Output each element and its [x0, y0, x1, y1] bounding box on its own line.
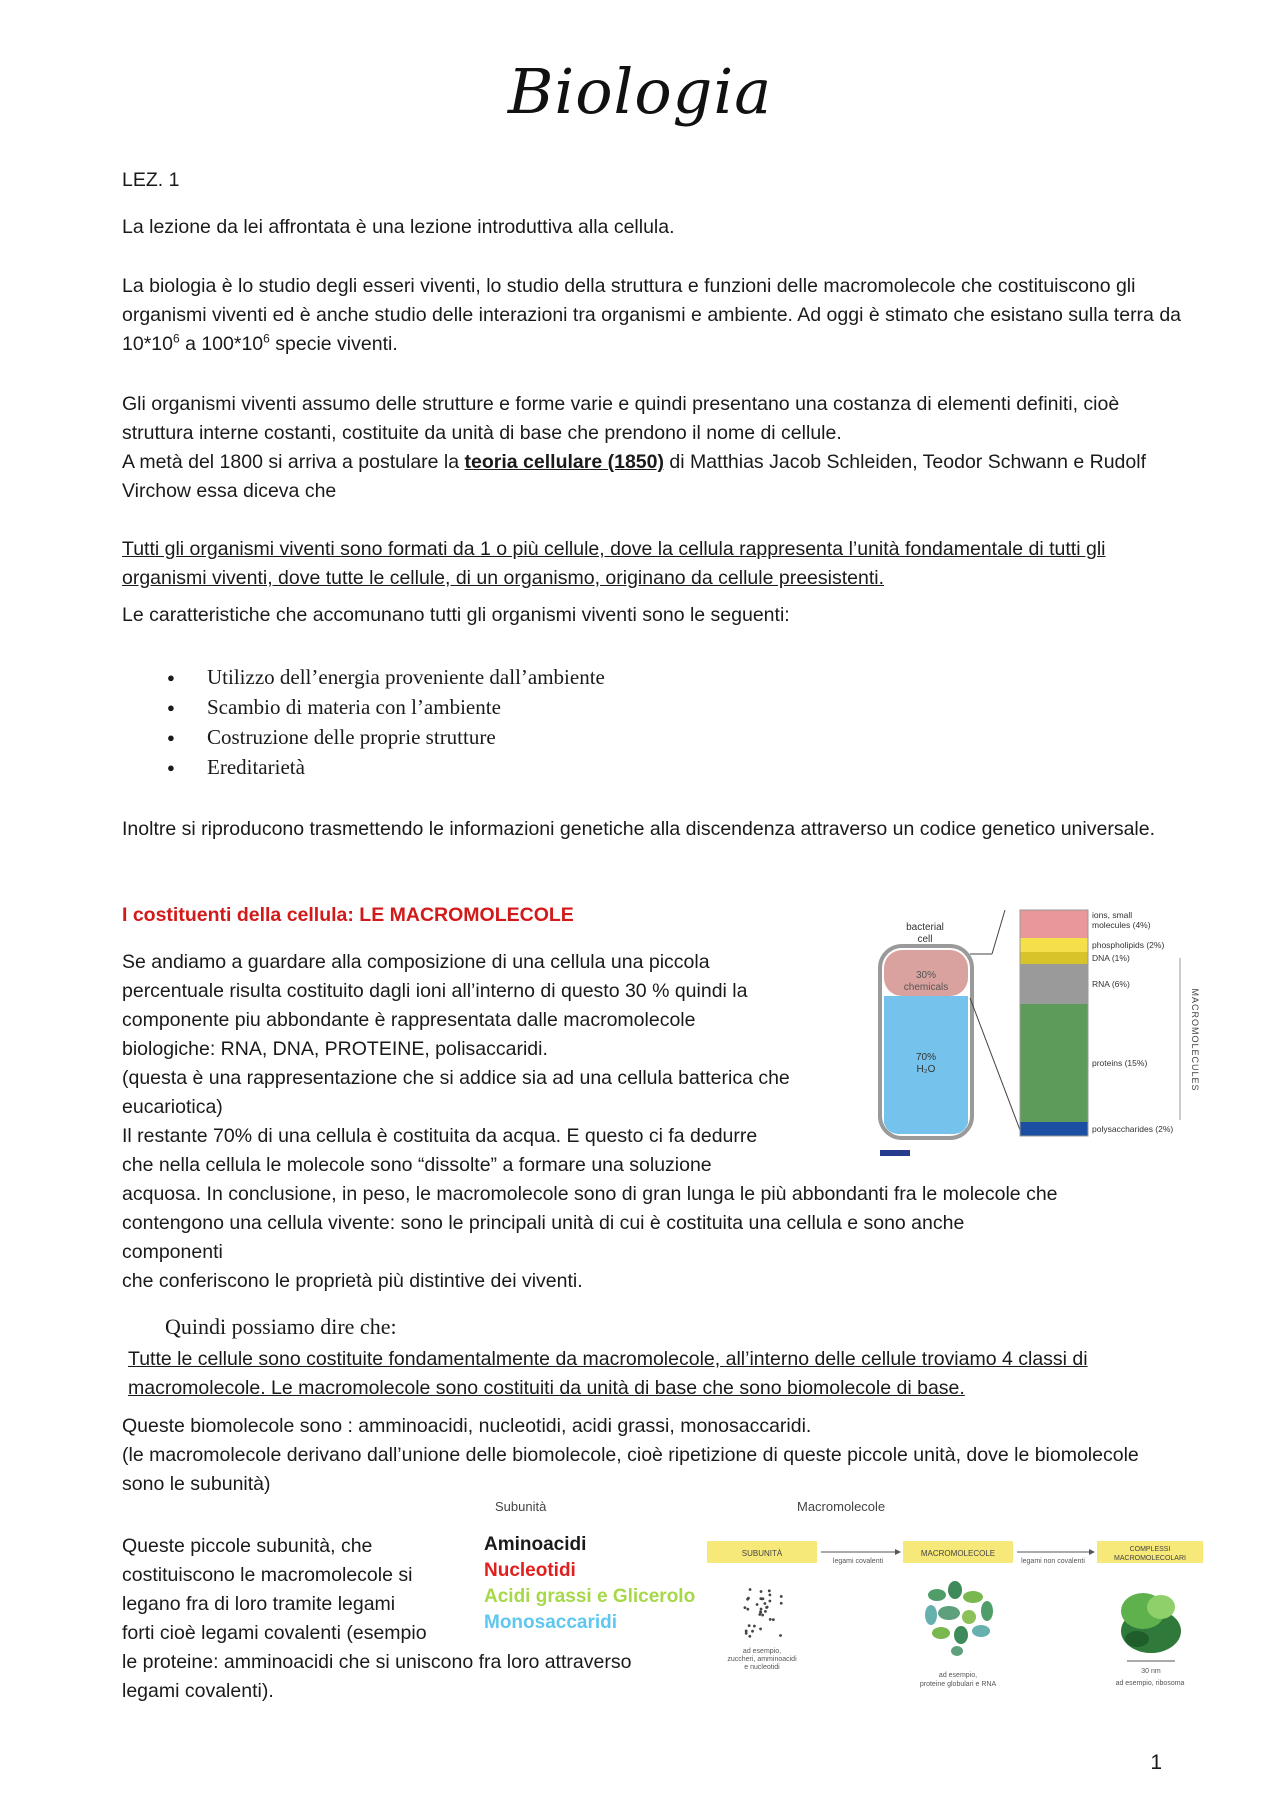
intro-paragraph: La lezione da lei affrontata è una lezione introduttiva alla cellula.	[122, 216, 675, 238]
subunit-particle	[780, 1595, 783, 1598]
subunit-particle	[745, 1632, 748, 1635]
svg-text:ad esempio, ribosoma: ad esempio, ribosoma	[1115, 1680, 1185, 1687]
composition-paragraph: Se andiamo a guardare alla composizione di una cellula una piccola percentuale risulta costituito dagli ioni all’interno di questo 30 % quindi la componente piu abbondante è rappresentata dalle macromolecole biologiche: RNA, DNA, PROTEINE, polisaccaridi. (questa è una rappresentazione che si addice sia ad una cellula batterica che eucariotica) Il restante 70% di una cellula è costituita da acqua. E questo ci fa dedurre che nella cellula le molecole sono “dissolte” a formare una soluzione	[122, 951, 790, 1176]
aminoacids-label: Aminoacidi	[484, 1534, 587, 1555]
composition-segment	[1020, 1004, 1088, 1122]
macromolecules-header: Macromolecole	[797, 1499, 886, 1514]
subunit-particle	[760, 1608, 763, 1611]
composition-segment-label: ions, small	[1092, 910, 1133, 920]
svg-text:COMPLESSI: COMPLESSI	[1129, 1546, 1171, 1553]
composition-segment-label: DNA (1%)	[1092, 953, 1130, 963]
subunit-particle	[756, 1603, 759, 1606]
svg-text:legami covalenti: legami covalenti	[832, 1558, 884, 1565]
svg-text:MACROMOLECOLE: MACROMOLECOLE	[920, 1549, 996, 1558]
composition-segment	[1020, 910, 1088, 938]
composition-segment	[1020, 1122, 1088, 1136]
macromolecules-statement: Tutte le cellule sono costituite fondamentalmente da macromolecole, all’interno delle cellule troviamo 4 classi di macromolecole. Le macromolecole sono costituiti da unità di base che sono biomolecole di base.	[128, 1348, 1088, 1399]
subunit-particle	[769, 1618, 772, 1621]
subunit-particle	[748, 1624, 751, 1627]
svg-text:bacterial: bacterial	[906, 922, 944, 933]
scale-bar	[880, 1150, 910, 1156]
page-title: Biologia	[507, 55, 773, 128]
composition-segment-label: polysaccharides (2%)	[1092, 1124, 1174, 1134]
subunit-particle	[744, 1606, 747, 1609]
subunit-particle	[772, 1618, 775, 1621]
svg-text:70%: 70%	[915, 1052, 937, 1063]
subunit-particle	[760, 1590, 763, 1593]
svg-text:30 nm: 30 nm	[1141, 1668, 1161, 1675]
subunit-particle	[759, 1628, 762, 1631]
svg-text:zuccheri, amminoacidi: zuccheri, amminoacidi	[727, 1656, 797, 1663]
svg-text:MACROMOLECOLARI: MACROMOLECOLARI	[1114, 1555, 1186, 1562]
svg-text:ad esempio,: ad esempio,	[742, 1648, 782, 1655]
svg-text:cell: cell	[917, 934, 933, 945]
section-heading: I costituenti della cellula: LE MACROMOLECOLE	[122, 904, 574, 926]
svg-text:SUBUNITÀ: SUBUNITÀ	[741, 1549, 783, 1558]
subunit-types-list	[484, 1532, 714, 1636]
macromolecule-shapes	[925, 1581, 993, 1656]
conclusion-intro: Quindi possiamo dire che:	[165, 1314, 397, 1339]
svg-text:proteine globulari e RNA: proteine globulari e RNA	[919, 1681, 997, 1688]
composition-segment-label: proteins (15%)	[1092, 1058, 1148, 1068]
subunit-particle	[768, 1589, 771, 1592]
subunit-particle	[751, 1630, 754, 1633]
subunit-particle	[749, 1588, 752, 1591]
subunit-particle	[758, 1613, 761, 1616]
subunit-particles	[744, 1588, 783, 1638]
ribosome-complex	[1121, 1593, 1181, 1653]
list-item: ● Ereditarietà	[167, 753, 867, 783]
composition-bars	[1020, 910, 1173, 1136]
reproduction-paragraph: Inoltre si riproducono trasmettendo le informazioni genetiche alla discendenza attraverso un codice genetico universale.	[122, 818, 1156, 840]
monosaccharides-label: Monosaccaridi	[484, 1612, 618, 1633]
cell-composition-figure	[870, 900, 1210, 1165]
subunit-particle	[764, 1610, 767, 1613]
list-item: ● Costruzione delle proprie strutture	[167, 723, 867, 753]
assembly-figure	[705, 1535, 1205, 1695]
subunit-particle	[748, 1635, 751, 1638]
list-item: ● Scambio di materia con l’ambiente	[167, 693, 867, 723]
svg-text:ad esempio,: ad esempio,	[938, 1672, 978, 1679]
subunit-particle	[753, 1625, 756, 1628]
composition-segment-label: RNA (6%)	[1092, 979, 1130, 989]
composition-segment-label: molecules (4%)	[1092, 920, 1151, 930]
subunit-particle	[746, 1608, 749, 1611]
features-intro: Le caratteristiche che accomunano tutti gli organismi viventi sono le seguenti:	[122, 604, 790, 626]
subunit-particle	[766, 1606, 769, 1609]
features-list	[167, 663, 867, 783]
svg-text:legami non covalenti: legami non covalenti	[1021, 1558, 1085, 1565]
subunit-particle	[780, 1602, 783, 1605]
macromolecules-side-label: MACROMOLECULES	[1190, 988, 1200, 1092]
svg-text:chemicals: chemicals	[903, 982, 949, 993]
composition-paragraph-continued: acquosa. In conclusione, in peso, le macromolecole sono di gran lunga le più abbondanti fra le molecole che contengono una cellula vivente: sono le principali unità di cui è costituita una cellula e sono anche componenti che conferiscono le proprietà più distintive dei viventi.	[122, 1183, 1058, 1292]
biomolecules-list: Queste biomolecole sono : amminoacidi, nucleotidi, acidi grassi, monosaccaridi.	[122, 1415, 812, 1437]
svg-text:e nucleotidi: e nucleotidi	[744, 1664, 780, 1671]
list-item: ● Utilizzo dell’energia proveniente dall’ambiente	[167, 663, 867, 693]
organisms-paragraph: Gli organismi viventi assumo delle strutture e forme varie e quindi presentano una costanza di elementi definiti, cioè struttura interne costanti, costituite da unità di base che prendono il nome di cellule.	[122, 393, 1120, 444]
subunit-particle	[768, 1593, 771, 1596]
subunit-particle	[760, 1597, 763, 1600]
composition-segment	[1020, 938, 1088, 952]
biomolecules-note: (le macromolecole derivano dall’unione delle biomolecole, cioè ripetizione di queste piccole unità, dove le biomolecole sono le subunità)	[122, 1444, 1139, 1495]
lesson-label: LEZ. 1	[122, 169, 180, 191]
cell-theory-paragraph: A metà del 1800 si arriva a postulare la teoria cellulare (1850) di Matthias Jacob Schleiden, Teodor Schwann e Rudolf Virchow essa diceva che	[122, 451, 1146, 502]
subunit-particle	[759, 1610, 762, 1613]
composition-segment	[1020, 964, 1088, 1004]
nucleotides-label: Nucleotidi	[484, 1560, 576, 1581]
fatty-acids-label: Acidi grassi e Glicerolo	[484, 1586, 696, 1607]
subunit-particle	[761, 1614, 764, 1617]
biology-definition-paragraph: La biologia è lo studio degli esseri viventi, lo studio della struttura e funzioni delle macromolecole che costituiscono gli organismi viventi ed è anche studio delle interazioni tra organismi e ambiente. Ad oggi è stimato che esistano sulla terra da $10*10^6$ a $100*10^6$ specie viventi.	[122, 275, 1182, 355]
composition-segment	[1020, 952, 1088, 964]
subunit-particle	[768, 1600, 771, 1603]
composition-segment-label: phospholipids (2%)	[1092, 940, 1165, 950]
svg-text:30%: 30%	[915, 970, 937, 981]
subunit-particle	[779, 1634, 782, 1637]
svg-text:H₂O: H₂O	[916, 1064, 936, 1075]
cell-theory-term: teoria cellulare (1850)	[464, 451, 664, 473]
cell-theory-statement: Tutti gli organismi viventi sono formati da 1 o più cellule, dove la cellula rappresenta l’unità fondamentale di tutti gli organismi viventi, dove tutte le cellule, di un organismo, originano da cellule preesistenti.	[122, 538, 1106, 589]
subunit-particle	[763, 1602, 766, 1605]
subunit-particle	[747, 1597, 750, 1600]
page-number: 1	[1150, 1751, 1162, 1774]
subunits-header: Subunità	[495, 1499, 547, 1514]
covalent-bonds-paragraph: Queste piccole subunità, che costituiscono le macromolecole si legano fra di loro tramite legami forti cioè legami covalenti (esempio le proteine: amminoacidi che si uniscono fra loro attraverso legami covalenti).	[122, 1535, 632, 1702]
